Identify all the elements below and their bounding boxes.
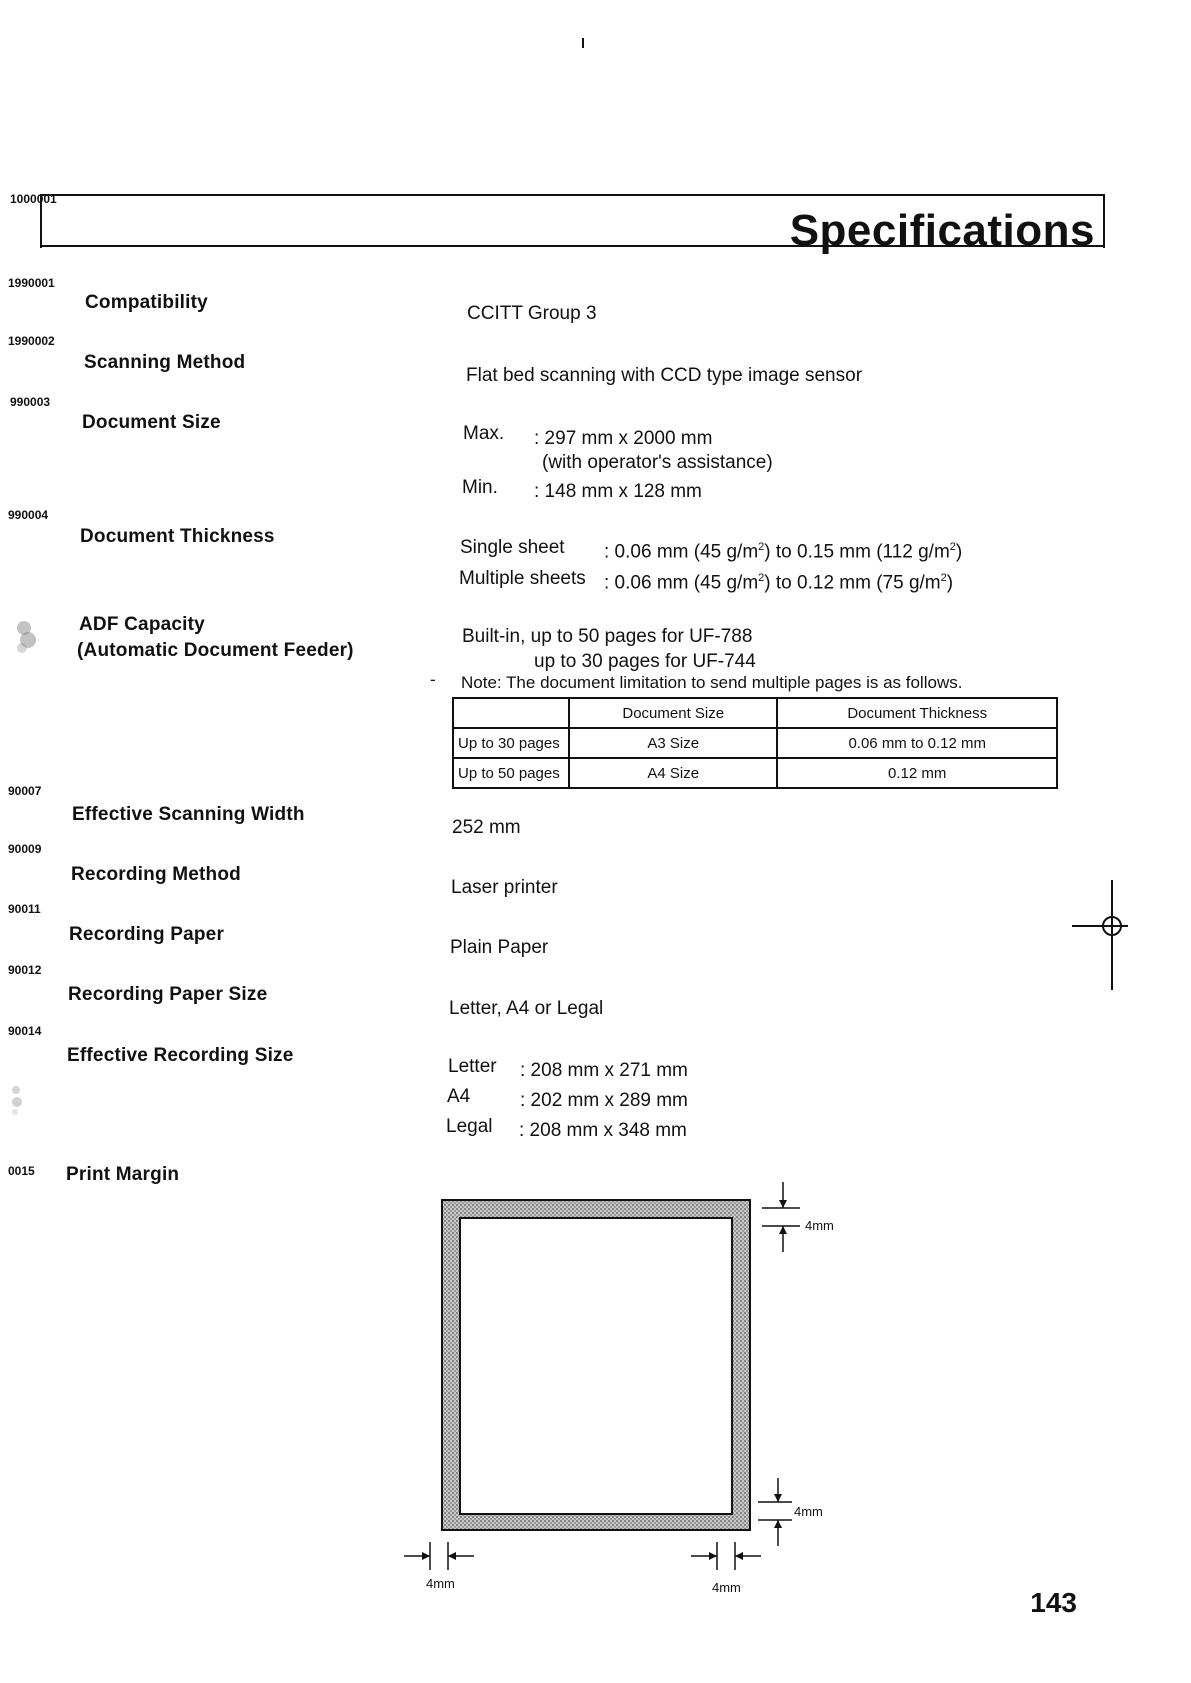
doc-size-min-value: : 148 mm x 128 mm [534, 481, 702, 502]
scan-speckle-icon [6, 1080, 26, 1120]
thickness-multi-label: Multiple sheets [459, 568, 586, 589]
spec-code: 1990001 [8, 276, 55, 290]
scan-mark [582, 38, 584, 48]
spec-label-recording-paper-size: Recording Paper Size [68, 984, 268, 1005]
table-row [453, 758, 1057, 788]
table-row [453, 728, 1057, 758]
spec-code: 990004 [8, 508, 49, 522]
table-cell: A4 Size [569, 758, 777, 788]
doc-size-max-value: : 297 mm x 2000 mm [534, 428, 713, 449]
spec-value-recording-paper: Plain Paper [450, 937, 549, 958]
margin-figure-svg [380, 1180, 860, 1600]
page-title: Specifications [789, 206, 1095, 255]
adf-limit-table [452, 697, 1058, 789]
spec-code: 90014 [8, 1024, 42, 1038]
printable-area [460, 1218, 732, 1514]
margin-label-top: 4mm [805, 1218, 834, 1233]
rec-size-value: : 208 mm x 348 mm [519, 1120, 687, 1141]
spec-code: 1990002 [8, 334, 55, 348]
table-cell: Up to 30 pages [453, 728, 569, 758]
table-header-cell [453, 698, 569, 728]
spec-label-print-margin: Print Margin [66, 1164, 180, 1185]
doc-size-min-label: Min. [462, 477, 498, 498]
spec-label-recording-method: Recording Method [71, 864, 241, 885]
spec-value-scanning-method: Flat bed scanning with CCD type image sensor [466, 365, 863, 386]
spec-label-document-thickness: Document Thickness [80, 526, 275, 547]
spec-label-compatibility: Compatibility [85, 292, 208, 313]
spec-code: 90007 [8, 784, 42, 798]
spec-code: 90011 [8, 902, 41, 916]
spec-value-recording-method: Laser printer [451, 877, 558, 898]
adf-line-1: Built-in, up to 50 pages for UF-788 [462, 626, 753, 647]
spec-label-scanning-method: Scanning Method [84, 352, 246, 373]
table-header-row [453, 698, 1057, 728]
rec-size-value: : 208 mm x 271 mm [520, 1060, 688, 1081]
header-code: 1000001 [10, 192, 57, 206]
spec-value-scanning-width: 252 mm [452, 817, 521, 838]
scan-speckle-icon [8, 618, 42, 658]
rec-size-paper: Letter [448, 1056, 497, 1077]
print-margin-diagram [380, 1180, 860, 1600]
spec-label-recording-size: Effective Recording Size [67, 1045, 294, 1066]
margin-label-right: 4mm [712, 1580, 741, 1595]
spec-value-compatibility: CCITT Group 3 [467, 303, 597, 324]
adf-note: Note: The document limitation to send multiple pages is as follows. [461, 673, 963, 692]
rec-size-paper: A4 [447, 1086, 471, 1107]
spec-label-adf-sublabel: (Automatic Document Feeder) [77, 640, 354, 661]
table-header-cell: Document Thickness [777, 698, 1057, 728]
rec-size-paper: Legal [446, 1116, 493, 1137]
table-cell: Up to 50 pages [453, 758, 569, 788]
spec-label-document-size: Document Size [82, 412, 221, 433]
margin-label-left: 4mm [426, 1576, 455, 1591]
spec-label-recording-paper: Recording Paper [69, 924, 225, 945]
thickness-multi-value: : 0.06 mm (45 $g/m^2$) to 0.12 mm (75 $g/m^2$) [604, 572, 954, 594]
thickness-single-label: Single sheet [460, 537, 565, 558]
table-cell: A3 Size [569, 728, 777, 758]
table-header-cell: Document Size [569, 698, 777, 728]
adf-line-2: up to 30 pages for UF-744 [534, 651, 756, 672]
spec-code: 90009 [8, 842, 42, 856]
margin-label-bottom: 4mm [794, 1504, 823, 1519]
spec-code: 90012 [8, 963, 42, 977]
table-cell: 0.12 mm [777, 758, 1057, 788]
doc-size-max-label: Max. [463, 423, 505, 444]
spec-code: 990003 [10, 395, 51, 409]
spec-value-recording-paper-size: Letter, A4 or Legal [449, 998, 604, 1019]
table-cell: 0.06 mm to 0.12 mm [777, 728, 1057, 758]
registration-crosshair-icon [1072, 880, 1128, 990]
spec-label-adf-capacity: ADF Capacity [79, 614, 205, 635]
rec-size-value: : 202 mm x 289 mm [520, 1090, 688, 1111]
spec-label-scanning-width: Effective Scanning Width [72, 804, 305, 825]
spec-code: 0015 [8, 1164, 35, 1178]
doc-size-max-note: (with operator's assistance) [542, 452, 773, 473]
page-number: 143 [1030, 1587, 1077, 1618]
thickness-single-value: : 0.06 mm (45 $g/m^2$) to 0.15 mm (112 $g/m^2$) [604, 541, 963, 563]
note-dash: - [430, 670, 436, 689]
